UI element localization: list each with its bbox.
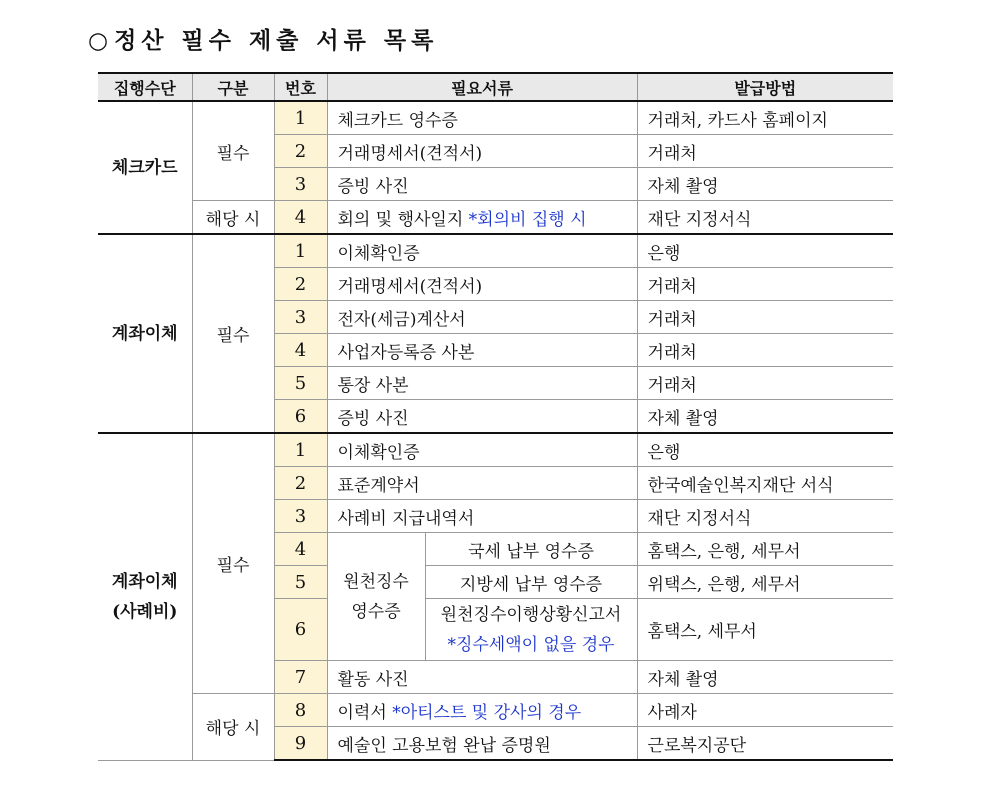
sub-document-cell: 국세 납부 영수증 <box>425 533 637 566</box>
row-number: 4 <box>274 533 327 566</box>
header-number: 번호 <box>274 73 327 101</box>
issue-cell: 근로복지공단 <box>637 727 893 761</box>
header-category: 구분 <box>192 73 274 101</box>
row-number: 1 <box>274 433 327 467</box>
table-header <box>98 73 893 101</box>
issue-cell: 자체 촬영 <box>637 168 893 201</box>
document-cell: 전자(세금)계산서 <box>327 301 637 334</box>
issue-cell: 거래처 <box>637 301 893 334</box>
row-number: 4 <box>274 334 327 367</box>
row-number: 2 <box>274 268 327 301</box>
document-cell: 증빙 사진 <box>327 168 637 201</box>
document-cell <box>327 694 637 727</box>
issue-cell: 은행 <box>637 433 893 467</box>
documents-table <box>98 72 893 761</box>
note-text: *징수세액이 없을 경우 <box>447 634 615 655</box>
method-line: (사례비) <box>112 601 178 622</box>
row-number: 6 <box>274 400 327 434</box>
category-cell: 해당 시 <box>192 694 274 761</box>
page-title <box>88 22 438 56</box>
document-text: 이력서 <box>337 702 387 723</box>
issue-cell: 거래처 <box>637 334 893 367</box>
row-number: 1 <box>274 101 327 135</box>
issue-cell: 한국예술인복지재단 서식 <box>637 467 893 500</box>
category-cell: 필수 <box>192 101 274 201</box>
issue-cell: 은행 <box>637 234 893 268</box>
row-number: 8 <box>274 694 327 727</box>
document-cell: 예술인 고용보험 완납 증명원 <box>327 727 637 761</box>
document-cell: 체크카드 영수증 <box>327 101 637 135</box>
document-cell: 거래명세서(견적서) <box>327 268 637 301</box>
row-number: 3 <box>274 500 327 533</box>
issue-cell: 재단 지정서식 <box>637 201 893 235</box>
withholding-receipt-group <box>327 533 425 661</box>
issue-cell: 거래처 <box>637 135 893 168</box>
row-number: 5 <box>274 566 327 599</box>
row-number: 3 <box>274 168 327 201</box>
sub-document-text: 원천징수이행상황신고서 <box>440 604 622 625</box>
circle-bullet-icon: ○ <box>88 28 109 54</box>
document-cell: 표준계약서 <box>327 467 637 500</box>
row-number: 5 <box>274 367 327 400</box>
issue-cell: 자체 촬영 <box>637 400 893 434</box>
document-cell: 거래명세서(견적서) <box>327 135 637 168</box>
method-line: 계좌이체 <box>111 571 178 592</box>
document-cell: 증빙 사진 <box>327 400 637 434</box>
document-cell: 사례비 지급내역서 <box>327 500 637 533</box>
issue-cell: 거래처 <box>637 367 893 400</box>
table-row <box>98 694 893 727</box>
issue-cell: 거래처 <box>637 268 893 301</box>
sub-document-cell: 지방세 납부 영수증 <box>425 566 637 599</box>
header-method: 집행수단 <box>98 73 192 101</box>
row-number: 6 <box>274 599 327 661</box>
header-documents: 필요서류 <box>327 73 637 101</box>
table-row <box>98 201 893 235</box>
document-text: 회의 및 행사일지 <box>337 209 464 230</box>
sub-document-cell <box>425 599 637 661</box>
issue-cell: 자체 촬영 <box>637 661 893 694</box>
method-cell <box>98 433 192 760</box>
title-text: 정산 필수 제출 서류 목록 <box>114 27 439 54</box>
document-cell <box>327 201 637 235</box>
row-number: 2 <box>274 135 327 168</box>
group-line: 원천징수 <box>343 571 409 592</box>
document-cell: 통장 사본 <box>327 367 637 400</box>
category-cell: 해당 시 <box>192 201 274 235</box>
row-number: 2 <box>274 467 327 500</box>
row-number: 9 <box>274 727 327 761</box>
row-number: 4 <box>274 201 327 235</box>
issue-cell: 거래처, 카드사 홈페이지 <box>637 101 893 135</box>
document-cell: 활동 사진 <box>327 661 637 694</box>
document-cell: 이체확인증 <box>327 234 637 268</box>
issue-cell: 재단 지정서식 <box>637 500 893 533</box>
row-number: 7 <box>274 661 327 694</box>
table-row <box>98 101 893 135</box>
issue-cell: 위택스, 은행, 세무서 <box>637 566 893 599</box>
note-text: *회의비 집행 시 <box>468 209 587 230</box>
table-row <box>98 234 893 268</box>
row-number: 1 <box>274 234 327 268</box>
note-text: *아티스트 및 강사의 경우 <box>392 702 582 723</box>
issue-cell: 홈택스, 세무서 <box>637 599 893 661</box>
issue-cell: 사례자 <box>637 694 893 727</box>
method-cell: 체크카드 <box>98 101 192 234</box>
issue-cell: 홈택스, 은행, 세무서 <box>637 533 893 566</box>
document-cell: 사업자등록증 사본 <box>327 334 637 367</box>
table-row <box>98 433 893 467</box>
header-issue: 발급방법 <box>637 73 893 101</box>
category-cell: 필수 <box>192 433 274 694</box>
row-number: 3 <box>274 301 327 334</box>
group-line: 영수증 <box>351 601 401 622</box>
method-cell: 계좌이체 <box>98 234 192 433</box>
document-cell: 이체확인증 <box>327 433 637 467</box>
category-cell: 필수 <box>192 234 274 433</box>
